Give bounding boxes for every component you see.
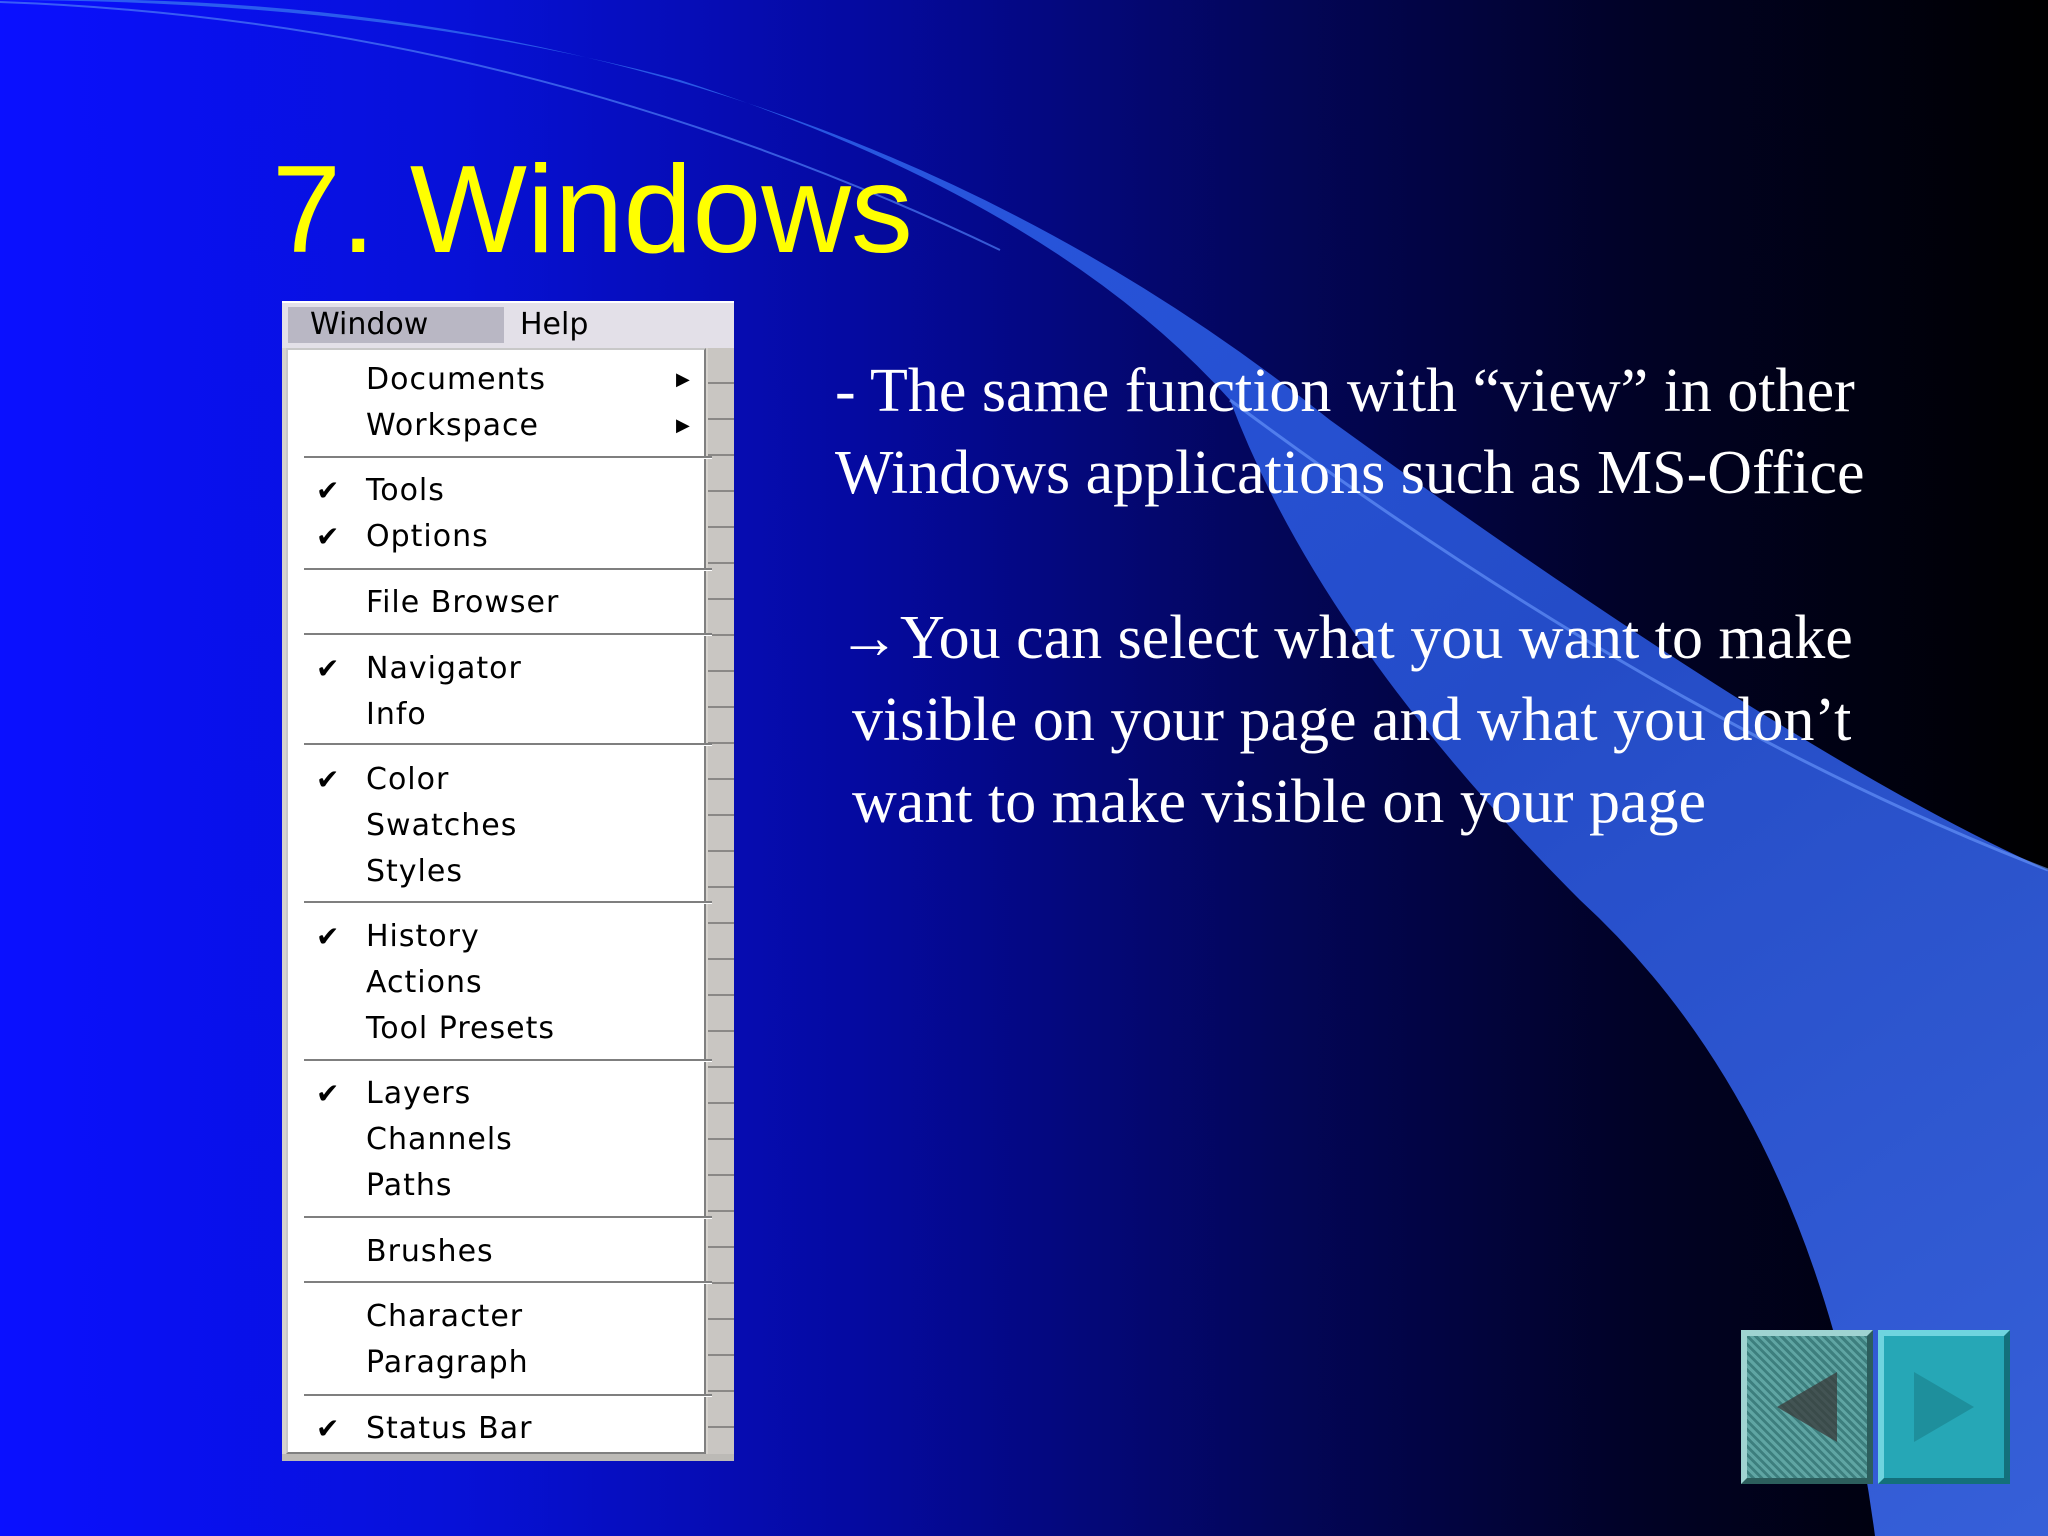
menu-item-label: Tools xyxy=(366,473,445,508)
menu-item-label: Options xyxy=(366,519,489,554)
paragraph-line: visible on your page and what you don’t xyxy=(852,686,1852,754)
checkmark-icon: ✔ xyxy=(316,520,341,553)
menu-item-swatches[interactable] xyxy=(288,804,704,848)
checkmark-icon: ✔ xyxy=(316,1412,341,1445)
paragraph-view-function xyxy=(835,350,1865,514)
menu-item-label: Layers xyxy=(366,1076,472,1111)
menu-item-tool-presets[interactable] xyxy=(288,1007,704,1051)
background-window-edge xyxy=(708,348,734,1461)
checkmark-icon: ✔ xyxy=(316,474,341,507)
menu-item-status-bar[interactable] xyxy=(288,1407,704,1451)
menu-item-channels[interactable] xyxy=(288,1118,704,1162)
paragraph-select-visible xyxy=(838,597,1853,843)
submenu-arrow-icon: ▶ xyxy=(676,415,691,436)
menu-item-label: Swatches xyxy=(366,808,518,843)
menu-item-label: Workspace xyxy=(366,408,539,443)
menubar-window[interactable]: Window xyxy=(288,307,504,343)
menu-item-label: Tool Presets xyxy=(366,1011,555,1046)
menu-item-actions[interactable] xyxy=(288,961,704,1005)
menu-item-character[interactable] xyxy=(288,1295,704,1339)
menu-item-color[interactable] xyxy=(288,758,704,802)
menu-separator xyxy=(304,1059,712,1062)
checkmark-icon: ✔ xyxy=(316,920,341,953)
menu-item-options[interactable] xyxy=(288,515,704,559)
menu-separator xyxy=(304,743,712,746)
menu-item-documents[interactable] xyxy=(288,358,704,402)
menu-item-label: Paths xyxy=(366,1168,453,1203)
previous-slide-icon xyxy=(1747,1336,1867,1478)
arrow-bullet-icon: → xyxy=(838,604,900,672)
menu-item-navigator[interactable] xyxy=(288,647,704,691)
submenu-arrow-icon: ▶ xyxy=(676,369,691,390)
menu-item-workspace[interactable] xyxy=(288,404,704,448)
slide-title: 7. Windows xyxy=(272,141,913,279)
menu-item-info[interactable] xyxy=(288,693,704,737)
menu-separator xyxy=(304,1216,712,1219)
paragraph-line: - The same function with “view” in other xyxy=(835,357,1855,425)
paragraph-line: Windows applications such as MS-Office xyxy=(835,439,1865,507)
menu-item-file-browser[interactable] xyxy=(288,581,704,625)
menu-item-label: Channels xyxy=(366,1122,513,1157)
menu-item-brushes[interactable] xyxy=(288,1230,704,1274)
window-dropdown-menu xyxy=(286,348,706,1454)
menu-item-paths[interactable] xyxy=(288,1164,704,1208)
menu-item-label: Navigator xyxy=(366,651,522,686)
menu-item-label: Color xyxy=(366,762,450,797)
menu-item-history[interactable] xyxy=(288,915,704,959)
menu-separator xyxy=(304,1281,712,1284)
next-slide-icon xyxy=(1884,1336,2004,1478)
window-menu-screenshot xyxy=(282,301,734,1461)
menu-item-label: Documents xyxy=(366,362,547,397)
menu-item-label: Brushes xyxy=(366,1234,494,1269)
checkmark-icon: ✔ xyxy=(316,652,341,685)
checkmark-icon: ✔ xyxy=(316,1077,341,1110)
menubar xyxy=(282,301,734,348)
menu-item-label: Status Bar xyxy=(366,1411,533,1446)
menu-item-label: Paragraph xyxy=(366,1345,529,1380)
menu-item-tools[interactable] xyxy=(288,469,704,513)
next-slide-button[interactable] xyxy=(1878,1330,2010,1484)
menu-separator xyxy=(304,633,712,636)
paragraph-line: You can select what you want to make xyxy=(900,604,1853,672)
background-window-bottom xyxy=(282,1454,734,1461)
menu-separator xyxy=(304,456,712,459)
menubar-help[interactable]: Help xyxy=(520,307,589,342)
menu-item-label: History xyxy=(366,919,480,954)
menu-item-label: Styles xyxy=(366,854,463,889)
menu-item-label: Character xyxy=(366,1299,524,1334)
menu-item-label: Actions xyxy=(366,965,483,1000)
menu-item-label: File Browser xyxy=(366,585,560,620)
menu-separator xyxy=(304,901,712,904)
menu-item-styles[interactable] xyxy=(288,850,704,894)
menu-separator xyxy=(304,568,712,571)
menu-item-label: Info xyxy=(366,697,427,732)
paragraph-line: want to make visible on your page xyxy=(852,768,1707,836)
previous-slide-button[interactable] xyxy=(1741,1330,1873,1484)
checkmark-icon: ✔ xyxy=(316,763,341,796)
menu-separator xyxy=(304,1394,712,1397)
menu-item-paragraph[interactable] xyxy=(288,1341,704,1385)
menu-item-layers[interactable] xyxy=(288,1072,704,1116)
